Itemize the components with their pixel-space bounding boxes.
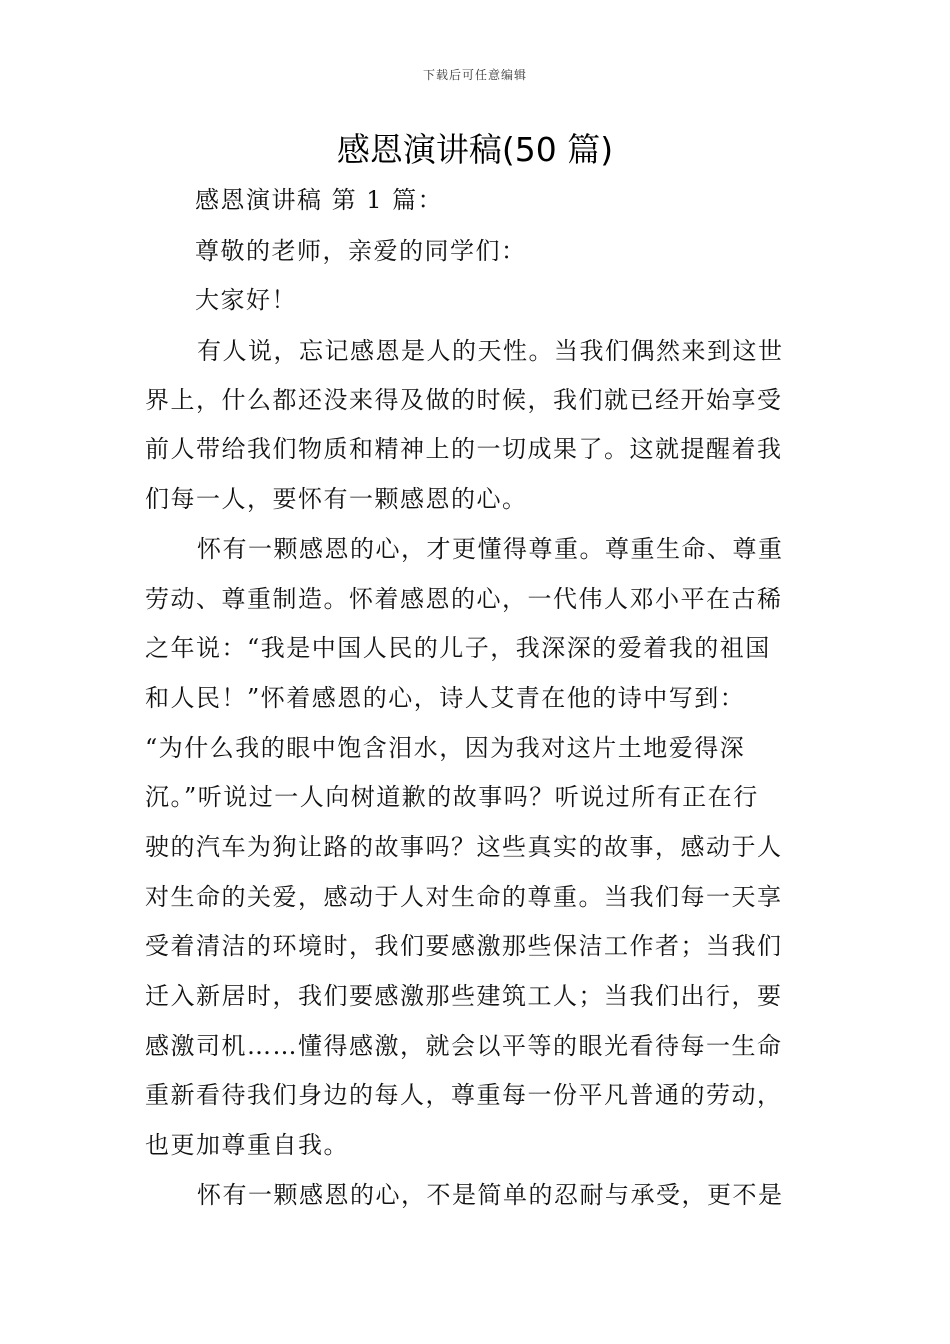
greeting: 大家好！ <box>195 286 297 314</box>
paragraph-2-line: 对生命的关爱，感动于人对生命的尊重。当我们每一天享 <box>145 883 783 911</box>
paragraph-2-line: 和人民！”怀着感恩的心，诗人艾青在他的诗中写到： <box>145 684 746 712</box>
paragraph-2-line: 驶的汽车为狗让路的故事吗？这些真实的故事，感动于人 <box>145 833 783 861</box>
paragraph-2-line: 之年说：“我是中国人民的儿子，我深深的爱着我的祖国 <box>145 634 771 662</box>
paragraph-2-line: 感激司机……懂得感激，就会以平等的眼光看待每一生命 <box>145 1032 783 1060</box>
paragraph-2-line: 也更加尊重自我。 <box>145 1131 349 1159</box>
paragraph-2-line: 沉。”听说过一人向树道歉的故事吗？听说过所有正在行 <box>145 783 759 811</box>
paragraph-3-line: 怀有一颗感恩的心，不是简单的忍耐与承受，更不是 <box>197 1181 784 1209</box>
document-title: 感恩演讲稿(50 篇) <box>336 130 614 169</box>
paragraph-2-line: 迁入新居时，我们要感激那些建筑工人；当我们出行，要 <box>145 982 783 1010</box>
paragraph-2-line: 重新看待我们身边的每人，尊重每一份平凡普通的劳动， <box>145 1081 783 1109</box>
header-note: 下载后可任意编辑 <box>422 68 527 82</box>
paragraph-1-line: 前人带给我们物质和精神上的一切成果了。这就提醒着我 <box>145 435 783 463</box>
paragraph-2-line: “为什么我的眼中饱含泪水，因为我对这片土地爱得深 <box>145 734 746 762</box>
section-heading: 感恩演讲稿 第 1 篇： <box>195 186 444 214</box>
paragraph-2-line: 怀有一颗感恩的心，才更懂得尊重。尊重生命、尊重 <box>197 535 784 563</box>
paragraph-1-line: 界上，什么都还没来得及做的时候，我们就已经开始享受 <box>145 386 783 414</box>
paragraph-2-line: 劳动、尊重制造。怀着感恩的心，一代伟人邓小平在古稀 <box>145 585 783 613</box>
paragraph-1-line: 有人说，忘记感恩是人的天性。当我们偶然来到这世 <box>197 337 784 365</box>
paragraph-2-line: 受着清洁的环境时，我们要感激那些保洁工作者；当我们 <box>145 932 783 960</box>
paragraph-1-line: 们每一人，要怀有一颗感恩的心。 <box>145 485 528 513</box>
salutation: 尊敬的老师，亲爱的同学们： <box>195 237 527 265</box>
